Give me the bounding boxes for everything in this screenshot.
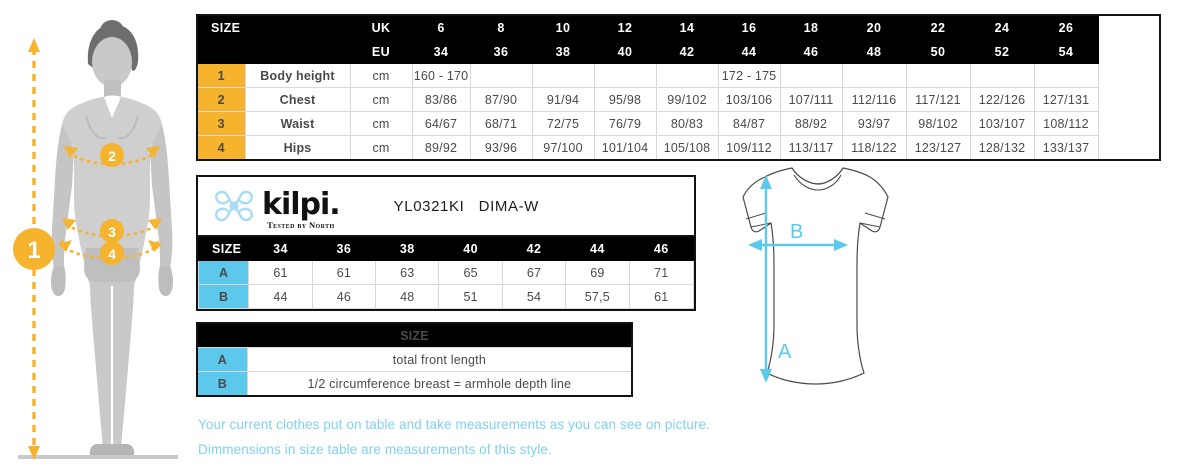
garment-row-letter-b: B: [199, 285, 249, 309]
cell-hips-6: 113/117: [780, 136, 842, 161]
brand-tagline: Tested by North: [267, 220, 335, 230]
uk-size-9: 24: [970, 15, 1034, 40]
measure-a-label: A: [778, 341, 792, 363]
uk-size-6: 18: [780, 15, 842, 40]
cell-body-height-1: [470, 64, 532, 88]
garment-size-0: 34: [249, 236, 312, 261]
cell-a-5: 69: [566, 261, 629, 285]
row-unit-waist: cm: [350, 112, 412, 136]
garment-size-1: 36: [312, 236, 375, 261]
row-unit-body-height: cm: [350, 64, 412, 88]
eu-size-1: 36: [470, 40, 532, 64]
legend-size-header: SIZE: [197, 323, 632, 348]
brand-row: [198, 177, 694, 235]
cell-body-height-6: [780, 64, 842, 88]
eu-label: EU: [350, 40, 412, 64]
marker-1-label: 1: [27, 237, 41, 264]
garment-row-letter-a: A: [199, 261, 249, 285]
legend-row-a: [197, 348, 632, 372]
table-row-hips: [197, 136, 1160, 161]
tshirt-outline: [743, 168, 888, 384]
cell-b-1: 46: [312, 285, 375, 309]
cell-chest-4: 99/102: [656, 88, 718, 112]
table-row-body-height: [197, 64, 1160, 88]
marker-1: [13, 228, 55, 270]
size-header-label: SIZE: [197, 15, 350, 40]
table-row-waist: [197, 112, 1160, 136]
uk-size-5: 16: [718, 15, 780, 40]
cell-hips-7: 118/122: [842, 136, 906, 161]
eu-size-10: 54: [1034, 40, 1098, 64]
marker-4: [100, 241, 124, 265]
row-label-chest: Chest: [245, 88, 350, 112]
cell-chest-5: 103/106: [718, 88, 780, 112]
eu-size-6: 46: [780, 40, 842, 64]
cell-b-5: 57,5: [566, 285, 629, 309]
brand-name: kilpi.: [262, 186, 340, 222]
cell-waist-4: 80/83: [656, 112, 718, 136]
cell-a-3: 65: [439, 261, 502, 285]
cell-body-height-7: [842, 64, 906, 88]
garment-size-6: 46: [629, 236, 693, 261]
marker-2-label: 2: [108, 148, 116, 164]
cell-waist-1: 68/71: [470, 112, 532, 136]
cell-hips-5: 109/112: [718, 136, 780, 161]
table-header-uk-row: [197, 15, 1160, 40]
row-label-waist: Waist: [245, 112, 350, 136]
note-line-1: Your current clothes put on table and take measurements as you can see on picture.: [198, 417, 711, 432]
marker-3: [100, 219, 124, 243]
cell-waist-0: 64/67: [412, 112, 470, 136]
cell-waist-9: 103/107: [970, 112, 1034, 136]
uk-size-1: 8: [470, 15, 532, 40]
product-code: YL0321KI DIMA-W: [393, 197, 539, 215]
row-unit-chest: cm: [350, 88, 412, 112]
cell-a-2: 63: [376, 261, 439, 285]
cell-hips-9: 128/132: [970, 136, 1034, 161]
cell-hips-8: 123/127: [906, 136, 970, 161]
body-figure-diagram: [0, 0, 196, 474]
garment-row-a: [199, 261, 694, 285]
cell-waist-3: 76/79: [594, 112, 656, 136]
legend-table: [196, 322, 633, 397]
cell-b-6: 61: [629, 285, 693, 309]
marker-4-label: 4: [108, 246, 116, 262]
cell-waist-5: 84/87: [718, 112, 780, 136]
cell-a-1: 61: [312, 261, 375, 285]
tshirt-diagram: [700, 165, 930, 405]
uk-label: UK: [350, 15, 412, 40]
garment-table: [198, 235, 694, 309]
eu-size-7: 48: [842, 40, 906, 64]
cell-hips-1: 93/96: [470, 136, 532, 161]
garment-size-5: 44: [566, 236, 629, 261]
legend-text-b: 1/2 circumference breast = armhole depth line: [247, 372, 632, 397]
table-row-chest: [197, 88, 1160, 112]
cell-chest-3: 95/98: [594, 88, 656, 112]
uk-size-0: 6: [412, 15, 470, 40]
legend-letter-b: B: [197, 372, 247, 397]
cell-b-2: 48: [376, 285, 439, 309]
garment-header-row: [199, 236, 694, 261]
row-label-hips: Hips: [245, 136, 350, 161]
measure-b-label: B: [790, 221, 804, 243]
cell-hips-2: 97/100: [532, 136, 594, 161]
cell-b-4: 54: [502, 285, 565, 309]
cell-chest-10: 127/131: [1034, 88, 1098, 112]
footer-notes: [198, 412, 898, 462]
eu-size-2: 38: [532, 40, 594, 64]
row-number-4: 4: [197, 136, 245, 161]
cell-chest-7: 112/116: [842, 88, 906, 112]
cell-chest-0: 83/86: [412, 88, 470, 112]
cell-body-height-0: 160 - 170: [412, 64, 470, 88]
eu-size-9: 52: [970, 40, 1034, 64]
cell-chest-1: 87/90: [470, 88, 532, 112]
eu-size-5: 44: [718, 40, 780, 64]
cell-body-height-10: [1034, 64, 1098, 88]
cell-body-height-3: [594, 64, 656, 88]
eu-size-3: 40: [594, 40, 656, 64]
uk-size-7: 20: [842, 15, 906, 40]
eu-size-8: 50: [906, 40, 970, 64]
uk-size-3: 12: [594, 15, 656, 40]
floor-line: [18, 455, 178, 459]
cell-body-height-2: [532, 64, 594, 88]
cell-a-4: 67: [502, 261, 565, 285]
cell-chest-9: 122/126: [970, 88, 1034, 112]
eu-size-4: 42: [656, 40, 718, 64]
garment-size-4: 42: [502, 236, 565, 261]
cell-body-height-8: [906, 64, 970, 88]
cell-b-3: 51: [439, 285, 502, 309]
body-measurements-table: [196, 14, 1161, 161]
cell-chest-6: 107/111: [780, 88, 842, 112]
garment-row-b: [199, 285, 694, 309]
cell-a-0: 61: [249, 261, 312, 285]
uk-size-10: 26: [1034, 15, 1098, 40]
note-line-2: Dimmensions in size table are measurements of this style.: [198, 442, 552, 457]
cell-a-6: 71: [629, 261, 693, 285]
row-label-body-height: Body height: [245, 64, 350, 88]
cell-hips-0: 89/92: [412, 136, 470, 161]
cell-hips-3: 101/104: [594, 136, 656, 161]
marker-2: [100, 143, 124, 167]
row-number-2: 2: [197, 88, 245, 112]
uk-size-8: 22: [906, 15, 970, 40]
kilpi-knot-icon: [210, 182, 258, 230]
cell-chest-8: 117/121: [906, 88, 970, 112]
cell-waist-10: 108/112: [1034, 112, 1098, 136]
legend-header-row: [197, 323, 632, 348]
cell-body-height-9: [970, 64, 1034, 88]
cell-waist-6: 88/92: [780, 112, 842, 136]
uk-size-4: 14: [656, 15, 718, 40]
header-blank: [197, 40, 350, 64]
cell-hips-10: 133/137: [1034, 136, 1098, 161]
cell-waist-7: 93/97: [842, 112, 906, 136]
legend-letter-a: A: [197, 348, 247, 372]
legend-row-b: [197, 372, 632, 397]
uk-size-2: 10: [532, 15, 594, 40]
garment-measurements-block: [196, 175, 696, 311]
garment-size-2: 38: [376, 236, 439, 261]
eu-size-0: 34: [412, 40, 470, 64]
cell-body-height-5: 172 - 175: [718, 64, 780, 88]
cell-waist-8: 98/102: [906, 112, 970, 136]
cell-body-height-4: [656, 64, 718, 88]
brand-logo: [198, 182, 340, 230]
cell-b-0: 44: [249, 285, 312, 309]
marker-3-label: 3: [108, 224, 116, 240]
garment-size-3: 40: [439, 236, 502, 261]
table-header-eu-row: [197, 40, 1160, 64]
row-number-3: 3: [197, 112, 245, 136]
cell-waist-2: 72/75: [532, 112, 594, 136]
row-number-1: 1: [197, 64, 245, 88]
row-unit-hips: cm: [350, 136, 412, 161]
cell-hips-4: 105/108: [656, 136, 718, 161]
cell-chest-2: 91/94: [532, 88, 594, 112]
garment-size-header: SIZE: [199, 236, 249, 261]
legend-text-a: total front length: [247, 348, 632, 372]
